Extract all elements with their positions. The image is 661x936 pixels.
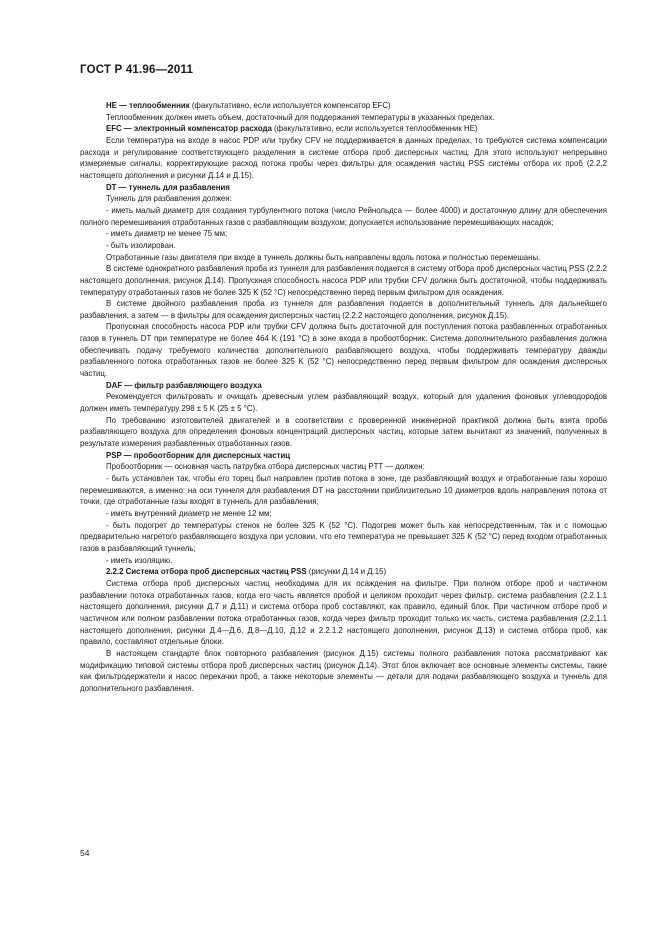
paragraph-text: В системе двойного разбавления проба из туннеля для разбавления подается в дополнительный туннель для дальнейшего разбавления, а затем — в фильтры для осаждения дисперсных частиц (2.2.2 настоящего дополнения, рисунок Д.15).	[80, 299, 607, 320]
body-paragraph	[80, 508, 607, 520]
paragraph-text: В настоящем стандарте блок повторного разбавления (рисунок Д.15) системы полного разбавления потока рассматривают как модификацию типовой системы отбора проб дисперсных частиц (рисунок Д.14). Этот блок включает все основные элементы системы, такие как фильтродержатели и насос перекачки проб, а также некоторые элементы — детали для подачи разбавляющего воздуха и туннель для дополнительного разбавления.	[80, 648, 607, 693]
standard-code: ГОСТ Р 41.96—2011	[80, 64, 194, 76]
paragraph-text: В системе однократного разбавления проба из туннеля для разбавления подается в систему отбора проб дисперсных частиц PSS (2.2.2 настоящего дополнения, рисунок Д.14). Пропускная способность насоса PDP или трубки CFV должна быть достаточной, чтобы поддерживать температуру отработанных газов не более 325 K (52 °C) непосредственно перед первым фильтром для осаждения.	[80, 264, 607, 297]
body-paragraph	[80, 415, 607, 450]
term-label: DT — туннель для разбавления	[106, 182, 230, 192]
paragraph-text: - иметь изоляцию.	[106, 555, 173, 565]
term-label: DAF — фильтр разбавляющего воздуха	[106, 380, 262, 390]
body-paragraph	[80, 135, 607, 182]
paragraph-text: - иметь диаметр не менее 75 мм;	[106, 229, 228, 239]
body-paragraph	[80, 473, 607, 508]
body-paragraph	[80, 193, 607, 205]
paragraph-text: По требованию изготовителей двигателей и в соответствии с проверенной инженерной практикой должна быть взята проба разбавляющего воздуха для определения фоновых концентраций дисперсных частиц, которые затем вычитают из значений, полученных в результате измерения разбавленных отработанных газов.	[80, 415, 607, 449]
body-paragraph	[80, 648, 607, 695]
paragraph-text: - иметь малый диаметр для создания турбулентного потока (число Рейнольдса — более 4000) и достаточную длину для обеспечения полного перемешивания отработанных газов с разбавляющим воздухом; допускается использование перемешивающих насадок;	[80, 205, 607, 227]
paragraph-text: Рекомендуется фильтровать и очищать древесным углем разбавляющий воздух, который для удаления фоновых углеводородов должен иметь температуру 298 ± 5 K (25 ± 5 °C).	[80, 392, 607, 414]
document-body	[80, 100, 607, 694]
paragraph-text: Пробоотборник — основная часть патрубка отбора дисперсных частиц PTT — должен:	[106, 462, 425, 472]
page-header	[80, 64, 193, 76]
paragraph-text: - быть подогрет до температуры стенок не более 325 K (52 °C). Подогрев может быть как непосредственным, так и с помощью предварительно нагретого разбавляющего воздуха при условии, что его температура не превышает 325 K (52 °C) перед входом отработанных газов в разбавляющий туннель;	[80, 520, 607, 553]
body-paragraph	[80, 298, 607, 321]
section-term-paragraph	[80, 450, 607, 462]
paragraph-text: (факультативно, если используется компенсатор EFC)	[189, 101, 391, 110]
body-paragraph	[80, 228, 607, 240]
section-term-paragraph	[80, 182, 607, 194]
section-term-paragraph	[80, 380, 607, 392]
body-paragraph	[80, 205, 607, 228]
body-paragraph	[80, 240, 607, 252]
body-paragraph	[80, 555, 607, 567]
body-paragraph	[80, 391, 607, 414]
section-term-paragraph	[80, 123, 607, 135]
body-paragraph	[80, 252, 607, 264]
paragraph-text: (факультативно, если используется теплообменник HE)	[271, 124, 478, 134]
section-term-paragraph	[80, 100, 607, 112]
paragraph-text: Пропускная способность насоса PDP или трубки CFV должна быть достаточной для поступления потока разбавленных отработанных газов в туннель DT при температуре не более 464 K (191 °C) в зоне входа в пробоотборник. Система дополнительного разбавления должна обеспечивать подачу требуемого количества дополнительного разбавляющего воздуха, чтобы поддерживать температуру дважды разбавленного потока отработанных газов не более 325 K (52 °C) непосредственно перед первым фильтром для осаждения дисперсных частиц.	[80, 322, 607, 379]
page-footer	[80, 848, 89, 858]
body-paragraph	[80, 578, 607, 648]
body-paragraph	[80, 321, 607, 379]
paragraph-text: (рисунки Д.14 и Д.15)	[306, 567, 387, 577]
paragraph-text: - иметь внутренний диаметр не менее 12 мм;	[106, 508, 272, 518]
paragraph-text: Отработанные газы двигателя при входе в туннель должны быть направлены вдоль потока и полностью перемешаны.	[106, 252, 541, 262]
body-paragraph	[80, 520, 607, 555]
paragraph-text: Система отбора проб дисперсных частиц необходима для их осаждения на фильтре. При полном отборе проб и частичном разбавлении потока отработанных газов, когда его часть является пробой и целиком проходит через фильтр, система разбавления (2.2.1.1 настоящего дополнения, рисунки Д.7 и Д.11) и система отбора проб составляют, как правило, единый блок. При частичном отборе проб и частичном или полном разбавлении потока отработанных газов, когда через фильтр проходит только их часть, система разбавления (2.2.1.1 настоящего дополнения, рисунки Д.4—Д.6, Д.8—Д.10, Д.12 и 2.2.1.2 настоящего дополнения, рисунок Д.13) и система отбора проб, как правило, составляют отдельные блоки.	[80, 578, 607, 647]
paragraph-text: - быть установлен так, чтобы его торец был направлен против потока в зоне, где разбавляющий воздух и отработанные газы хорошо перемешиваются, а именно: на оси туннеля для разбавления DT на расстоянии приблизительно 10 диаметров вдоль направления потока от точки, где отработанные газы входят в туннель для разбавления;	[80, 474, 607, 507]
paragraph-text: Туннель для разбавления должен:	[106, 194, 232, 204]
section-term-paragraph	[80, 566, 607, 578]
paragraph-text: - быть изолирован.	[106, 240, 176, 250]
page-number: 54	[80, 848, 90, 858]
term-label: HE — теплообменник	[106, 101, 190, 110]
paragraph-text: Если температура на входе в насос PDP или трубку CFV не поддерживается в данных пределах, то требуются система компенсации расхода и регулирование соответствующего разделения в системе отбора проб дисперсных частиц. Для этого используют непрерывно измеряемые сигналы, корректирующие расход потока пробы через фильтры для осаждения частиц PSS системы отбора их проб (2.2.2 настоящего дополнения и рисунки Д.14 и Д.15).	[80, 135, 607, 180]
body-paragraph	[80, 263, 607, 298]
term-label: 2.2.2 Система отбора проб дисперсных частиц PSS	[106, 567, 307, 577]
body-paragraph	[80, 112, 607, 124]
term-label: EFC — электронный компенсатор расхода	[106, 124, 272, 134]
term-label: PSP — пробоотборник для дисперсных частиц	[106, 450, 291, 460]
paragraph-text: Теплообменник должен иметь объем, достаточный для поддержания температуры в указанных пределах.	[106, 112, 495, 122]
body-paragraph	[80, 461, 607, 473]
